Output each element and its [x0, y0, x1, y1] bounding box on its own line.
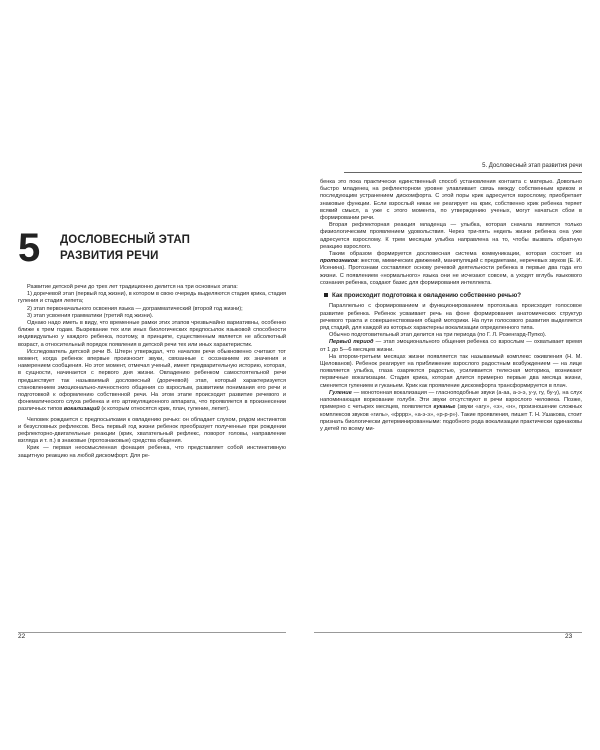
square-bullet-icon: [324, 293, 328, 297]
chapter-title-line-1: ДОСЛОВЕСНЫЙ ЭТАП: [60, 234, 190, 246]
running-head: 5. Дословесный этап развития речи: [482, 163, 582, 169]
chapter-title: [60, 232, 190, 264]
running-head-rule: [344, 172, 582, 173]
term-gukanye: гуканье: [433, 404, 456, 411]
chapter-title-line-2: РАЗВИТИЯ РЕЧИ: [60, 250, 159, 262]
paragraph: Однако надо иметь в виду, что временные рамки этих этапов чрезвычайно вариативны, особенно ближе к трем годам. Вызревание тех или иных биологических предпосылок языковой способности индивидуально у каждого ребенка, поэтому, в принципе, существенным является не абсолютный возраст, а относительный порядок появления в детской речи тех или иных характеристик.: [18, 320, 286, 348]
paragraph: Развитие детской речи до трех лет традиционно делится на три основных этапа:: [27, 284, 238, 290]
left-body-text: [18, 284, 286, 460]
section-question-text: Как происходит подготовка к овладению собственно речью?: [332, 292, 522, 300]
term-cooing: Гуление: [329, 389, 352, 396]
paragraph: [320, 390, 582, 433]
list-item: 2) этап первоначального освоения языка — дограмматический (второй год жизни);: [27, 305, 243, 312]
list-item: 1) доречевой этап (первый год жизни), в котором в свою очередь выделяются стадия крика, стадия гуления и стадия лепета;: [18, 291, 287, 305]
footer-rule-right: [314, 632, 582, 633]
paragraph-text: Исследователь детской речи В. Штерн утверждал, что началом речи обыкновенно считают тот момент, когда ребенок впервые произносит звуки, связанные с осознанием их значения и намерением сообщения. Но этот момент, отмечал ученый, имеет предварительную историю, которая, в сущности, начинается с первого дня жизни. Овладению ребенком самостоятельной речи предшествует так называемый дословесный (доречевой) этап, который характеризуется становлением эмоционально-личностного общения со взрослым, развитием понимания его речи и подготовкой к оформлению собственной речи. На этом этапе происходит развитие речевого и фонематического слуха ребенка и его артикуляционного аппарата, что проявляется в произнесении различных типов: [18, 348, 286, 413]
paragraph-text: : жестов, мимических движений, манипуляций с предметами, неречевых звуков (Е. И. Исенина). Протознаки составляют основу речевой деятельности ребенка в первые два года его жизни. С появлением «нормального» языка они не исчезают совсем, а уходят вглубь языкового сознания ребенка, создают базис для формирования интеллекта.: [320, 258, 582, 286]
paragraph-text: — этап эмоционального общения ребенка со взрослым — охватывает время от 1 до 5—6 месяцев жизни.: [320, 339, 582, 353]
paragraph-text: — монотонная вокализация — гласноподобные звуки (а-аа, а-э-э, у-у, гу, бу-у), на слух напоминающая воркование голубя. Эти звуки отсутствуют в речи взрослого человека. Позже, примерно с четырех месяцев, появляется: [320, 389, 582, 411]
paragraph-text: (звуки «агу», «э», «н», произношение сложных комплексов звуков «гиль», «фррр», «а-э-э», «р-р-р»). Такие проявления, пишет Т. Н. Ушакова, стоит признать биологически детерминированными: подобного рода вокализации практически одинаковы у детей по всему ми-: [320, 404, 582, 432]
footer-rule-left: [18, 632, 286, 633]
paragraph: Обычно подготовительный этап делится на три периода (по Г. Л. Розенгард-Пупко).: [329, 332, 547, 339]
list-item: 3) этап усвоения грамматики (третий год жизни).: [27, 312, 154, 319]
paragraph: бенка это пока практически единственный способ установления контакта с матерью. Довольно быстро младенец на рефлекторном уровне улавливает связь между собственным криком и последующим устранением дискомфорта. С этой поры крик адресуется взрослому, приобретает знаковые функции. Если взрослый никак не реагирует на крик, собственно крик ребенка теряет всякий смысл, а уже с этого момента, по утверждению ученых, могут начаться сбои в формировании речи.: [320, 179, 582, 222]
paragraph: Параллельно с формированием и функционированием протоязыка происходит голосовое развитие ребенка. Ребенок усваивает речь на фоне формирования анатомических структур речевого тракта и совершенствования общей моторики. На пути голосового развития выделяется ряд стадий, для каждой из которых характерны вокализации определенного типа.: [320, 303, 582, 332]
right-body-text: [320, 179, 582, 433]
chapter-number: 5: [18, 226, 41, 270]
paragraph-text: Таким образом формируется дословесная система коммуникации, которая состоит из: [329, 251, 582, 258]
paragraph: Вторая рефлекторная реакция младенца — улыбка, которая сначала является только физиологическим проявлением удовольствия. Через три-пять недель жизни ребенка она уже адресуется взрослому. К трем месяцам улыбка направлена на то, чтобы вызвать обратную реакцию взрослого.: [320, 222, 582, 250]
paragraph: Человек рождается с предпосылками к овладению речью: он обладает слухом, рядом инстинктов и безусловных рефлексов. Весь первый год жизни ребенок преобразует полученные при рождении рефлекторно-двигательные реакции (крик, хватательный рефлекс, поворот головы, направление взгляда и т. п.) в знаковые (протознаковые) средства общения.: [18, 416, 286, 445]
paragraph: [18, 349, 286, 414]
page-number-left: 22: [18, 633, 26, 640]
chapter-heading: [18, 228, 288, 268]
term-first-period: Первый период: [329, 339, 374, 346]
paragraph-text: (к которым относятся крик, плач, гуление, лепет).: [99, 406, 230, 413]
paragraph: [320, 339, 582, 353]
page-number-right: 23: [565, 633, 573, 640]
term-protosigns: протознаков: [320, 258, 358, 265]
paragraph: На втором-третьем месяцах жизни появляется так называемый комплекс оживления (Н. М. Щелованов). Ребенок реагирует на приближение взрослого радостным возбуждением — на лице появляется улыбка, глаза озаряются радостью, усиливается телесная моторика, возникают первичные вокализации. Стадия крика, которая длится примерно первые два месяца жизни, сменяется гулением и гуканьем. Крик как проявление дискомфорта трансформируется в плач.: [320, 353, 582, 389]
section-question: [324, 292, 582, 299]
term-vocalizations: вокализаций: [63, 406, 100, 413]
paragraph: Крик — первая неосмысленная фонация ребенка, что представляет собой инстинктивную защитную реакцию на любой дискомфорт. Для ре-: [18, 445, 286, 459]
paragraph: [320, 251, 582, 287]
